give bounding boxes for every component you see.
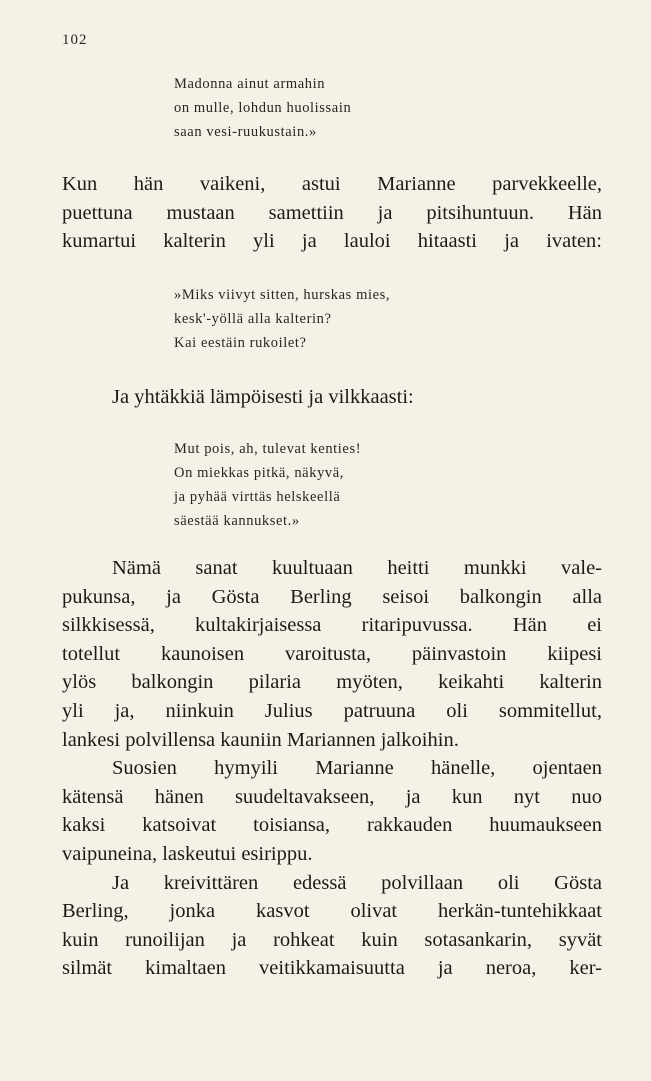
prose-line: kumartui kalterin yli ja lauloi hitaasti ja ivaten: — [62, 230, 602, 253]
prose-line: Ja kreivittären edessä polvillaan oli Gösta — [112, 871, 602, 894]
prose-line: ylös balkongin pilaria myöten, keikahti kalterin — [62, 671, 602, 694]
page-number: 102 — [62, 32, 88, 48]
verse-line: saan vesi-ruukustain.» — [174, 124, 317, 140]
prose-paragraph — [62, 170, 602, 256]
prose-line: puettuna mustaan samettiin ja pitsihuntuun. Hän — [62, 201, 602, 224]
prose-line: Suosien hymyili Marianne hänelle, ojentaen — [112, 757, 602, 780]
verse-stanza — [174, 283, 390, 355]
verse-line: kesk'-yöllä alla kalterin? — [174, 311, 332, 327]
verse-line: Kai eestäin rukoilet? — [174, 335, 307, 351]
verse-line: On miekkas pitkä, näkyvä, — [174, 465, 345, 481]
verse-line: ja pyhää virttäs helskeellä — [174, 489, 341, 505]
verse-line: Mut pois, ah, tulevat kenties! — [174, 441, 362, 457]
prose-line: pukunsa, ja Gösta Berling seisoi balkongin alla — [62, 585, 602, 608]
verse-line: on mulle, lohdun huolissain — [174, 100, 352, 116]
prose-paragraph — [62, 383, 602, 412]
prose-line: Berling, jonka kasvot olivat herkän-tuntehikkaat — [62, 900, 602, 923]
prose-line: kätensä hänen suudeltavakseen, ja kun nyt nuo — [62, 785, 602, 808]
prose-line: totellut kaunoisen varoitusta, päinvastoin kiipesi — [62, 642, 602, 665]
prose-line: Ja yhtäkkiä lämpöisesti ja vilkkaasti: — [112, 386, 414, 408]
prose-line: vaipuneina, laskeutui esirippu. — [62, 842, 313, 865]
prose-line: lankesi polvillensa kauniin Mariannen jalkoihin. — [62, 728, 459, 751]
prose-line: silmät kimaltaen veitikkamaisuutta ja neroa, ker- — [62, 957, 602, 980]
prose-line: silkkisessä, kultakirjaisessa ritaripuvussa. Hän ei — [62, 614, 602, 637]
verse-stanza — [174, 437, 361, 533]
verse-stanza — [174, 72, 351, 144]
verse-line: säestää kannukset.» — [174, 513, 300, 529]
prose-line: Nämä sanat kuultuaan heitti munkki vale- — [112, 557, 602, 579]
prose-line: Kun hän vaikeni, astui Marianne parvekkeelle, — [62, 173, 602, 195]
verse-line: Madonna ainut armahin — [174, 76, 326, 92]
prose-line: kaksi katsoivat toisiansa, rakkauden huumaukseen — [62, 814, 602, 837]
prose-line: yli ja, niinkuin Julius patruuna oli sommitellut, — [62, 699, 602, 722]
prose-paragraph — [62, 554, 602, 983]
verse-line: »Miks viivyt sitten, hurskas mies, — [174, 287, 391, 303]
prose-line: kuin runoilijan ja rohkeat kuin sotasankarin, syvät — [62, 928, 602, 951]
